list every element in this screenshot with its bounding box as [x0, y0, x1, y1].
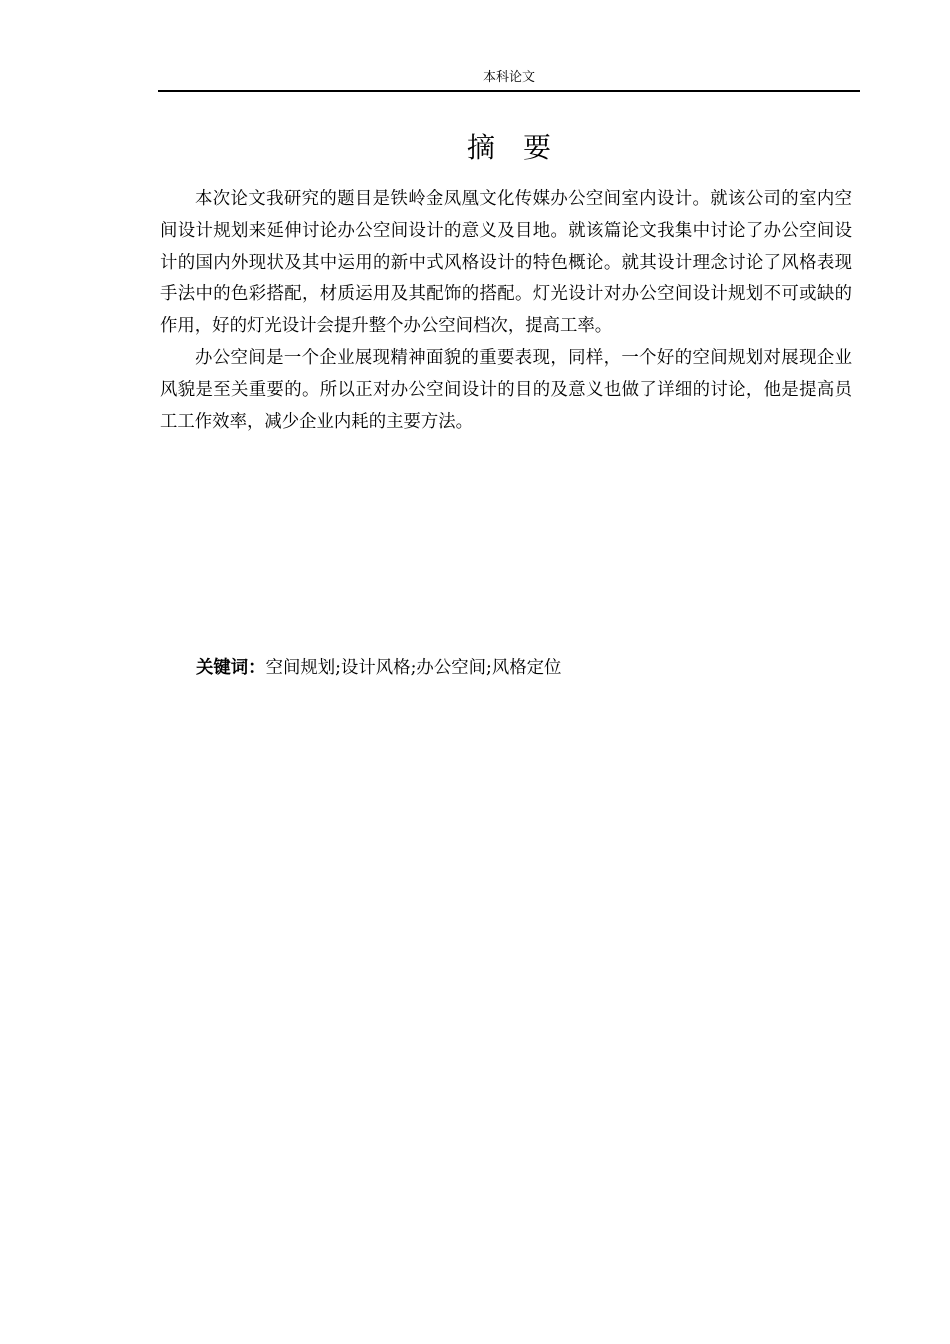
abstract-title: 摘要 [466, 131, 579, 164]
keywords-label: 关键词： [196, 658, 266, 678]
abstract-body [160, 184, 852, 438]
abstract-paragraph-2: 办公空间是一个企业展现精神面貌的重要表现，同样，一个好的空间规划对展现企业风貌是至关重要的。所以正对办公空间设计的目的及意义也做了详细的讨论，他是提高员工工作效率，减少企业内耗的主要方法。 [160, 347, 852, 432]
keywords-value: 空间规划;设计风格;办公空间;风格定位 [265, 658, 562, 678]
keywords-line [196, 654, 856, 682]
header-text: 本科论文 [482, 70, 535, 85]
abstract-paragraph-1: 本次论文我研究的题目是铁岭金凤凰文化传媒办公空间室内设计。就该公司的室内空间设计规划来延伸讨论办公空间设计的意义及目地。就该篇论文我集中讨论了办公空间设计的国内外现状及其中运用的新中式风格设计的特色概论。就其设计理念讨论了风格表现手法中的色彩搭配，材质运用及其配饰的搭配。灯光设计对办公空间设计规划不可或缺的作用，好的灯光设计会提升整个办公空间档次，提高工率。 [160, 189, 852, 337]
page-header [158, 66, 860, 92]
